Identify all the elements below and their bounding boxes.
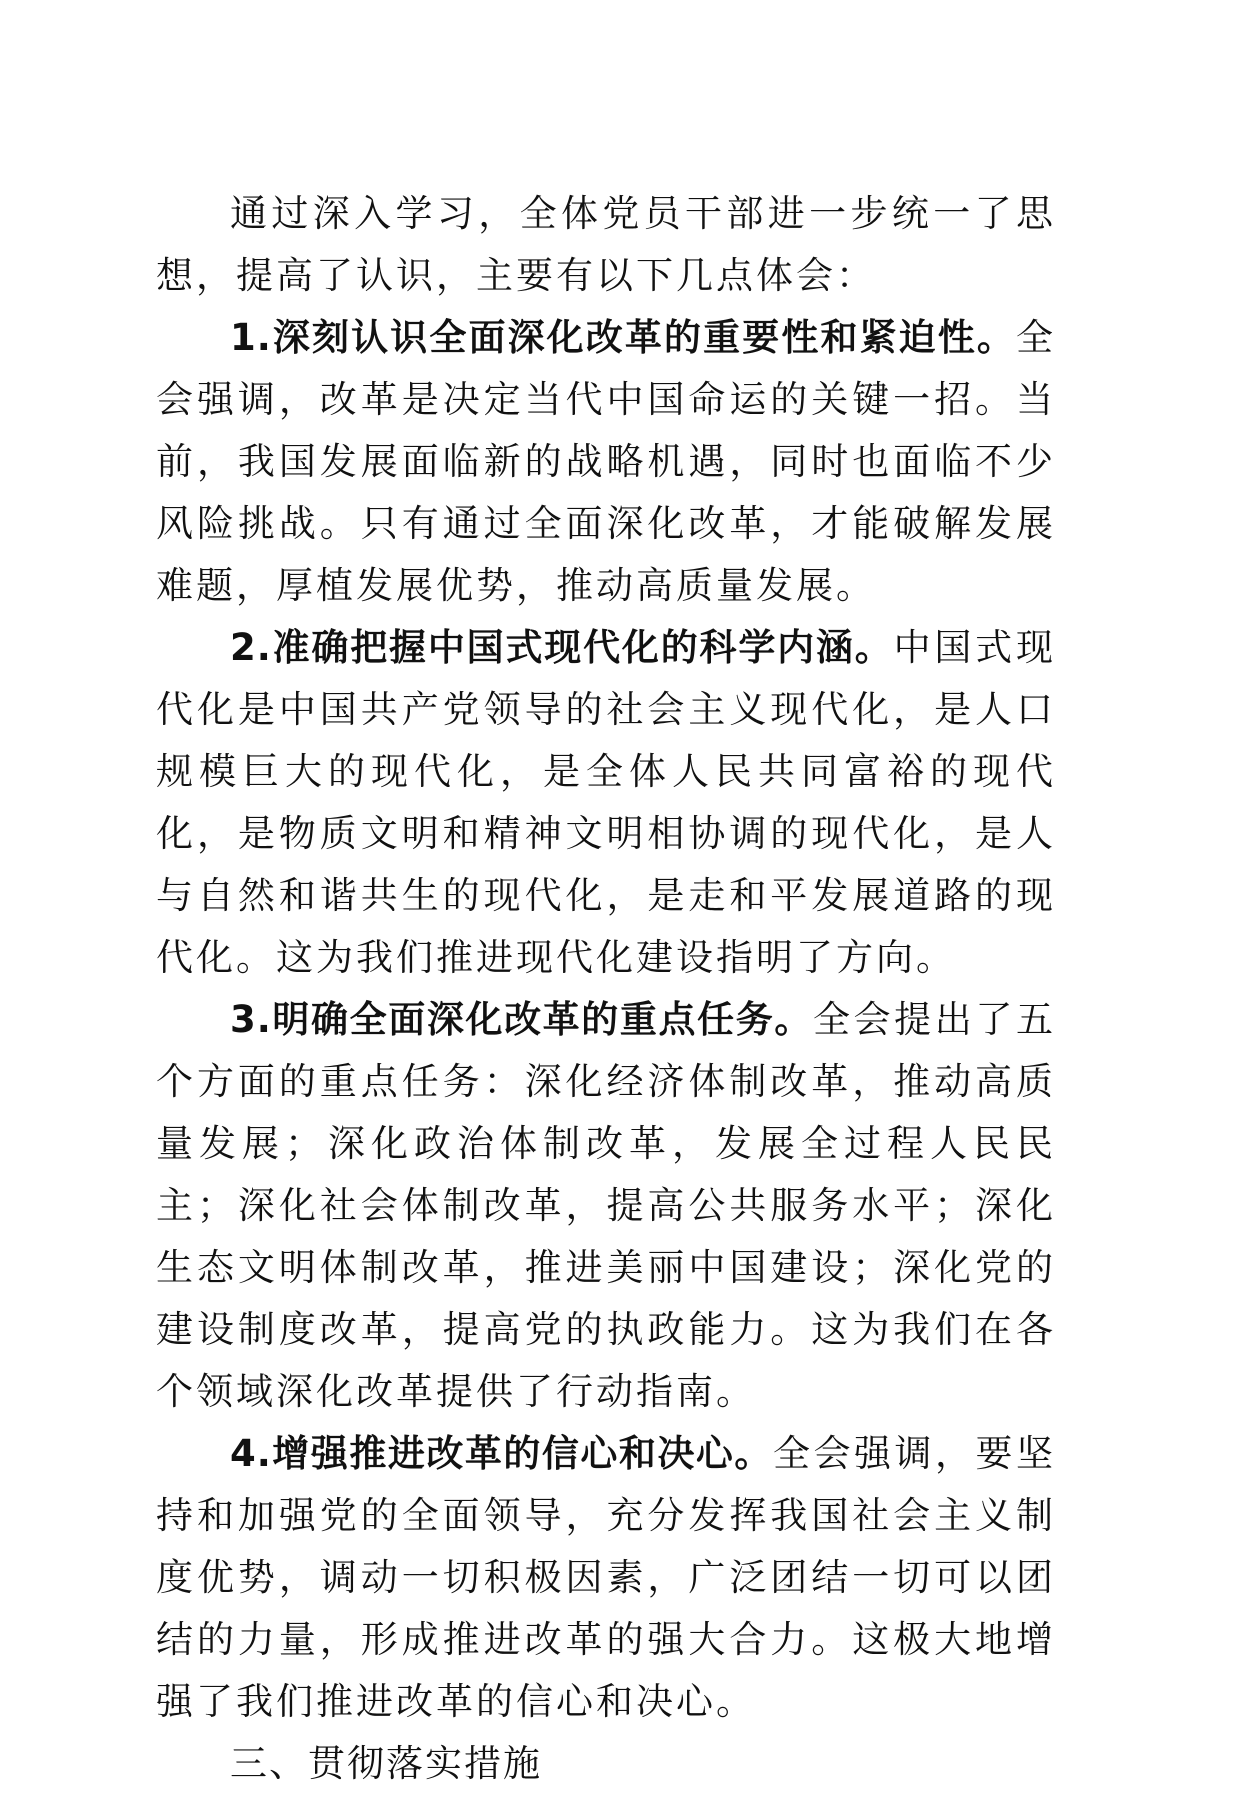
section-heading: 三、贯彻落实措施 [230, 1742, 542, 1785]
point-3-paragraph [156, 989, 1056, 1423]
point-3-text: 全会提出了五个方面的重点任务：深化经济体制改革，推动高质量发展；深化政治体制改革，发展全过程人民民主；深化社会体制改革，提高公共服务水平；深化生态文明体制改革，推进美丽中国建设；深化党的建设制度改革，提高党的执政能力。这为我们在各个领域深化改革提供了行动指南。 [156, 998, 1056, 1413]
point-2-heading: 2.准确把握中国式现代化的科学内涵。 [230, 626, 894, 669]
point-1-text: 全会强调，改革是决定当代中国命运的关键一招。当前，我国发展面临新的战略机遇，同时也面临不少风险挑战。只有通过全面深化改革，才能破解发展难题，厚植发展优势，推动高质量发展。 [156, 316, 1056, 607]
intro-paragraph: 通过深入学习，全体党员干部进一步统一了思想，提高了认识，主要有以下几点体会： [156, 192, 1056, 297]
point-1-heading: 1.深刻认识全面深化改革的重要性和紧迫性。 [230, 316, 1016, 359]
point-2-text: 中国式现代化是中国共产党领导的社会主义现代化，是人口规模巨大的现代化，是全体人民共同富裕的现代化，是物质文明和精神文明相协调的现代化，是人与自然和谐共生的现代化，是走和平发展道路的现代化。这为我们推进现代化建设指明了方向。 [156, 626, 1056, 979]
point-4-text: 全会强调，要坚持和加强党的全面领导，充分发挥我国社会主义制度优势，调动一切积极因素，广泛团结一切可以团结的力量，形成推进改革的强大合力。这极大地增强了我们推进改革的信心和决心。 [156, 1432, 1056, 1723]
document-body [156, 183, 1056, 1795]
point-1-paragraph [156, 307, 1056, 617]
point-3-heading: 3.明确全面深化改革的重点任务。 [230, 998, 813, 1041]
point-4-heading: 4.增强推进改革的信心和决心。 [230, 1432, 773, 1475]
point-4-paragraph [156, 1423, 1056, 1733]
point-2-paragraph [156, 617, 1056, 989]
